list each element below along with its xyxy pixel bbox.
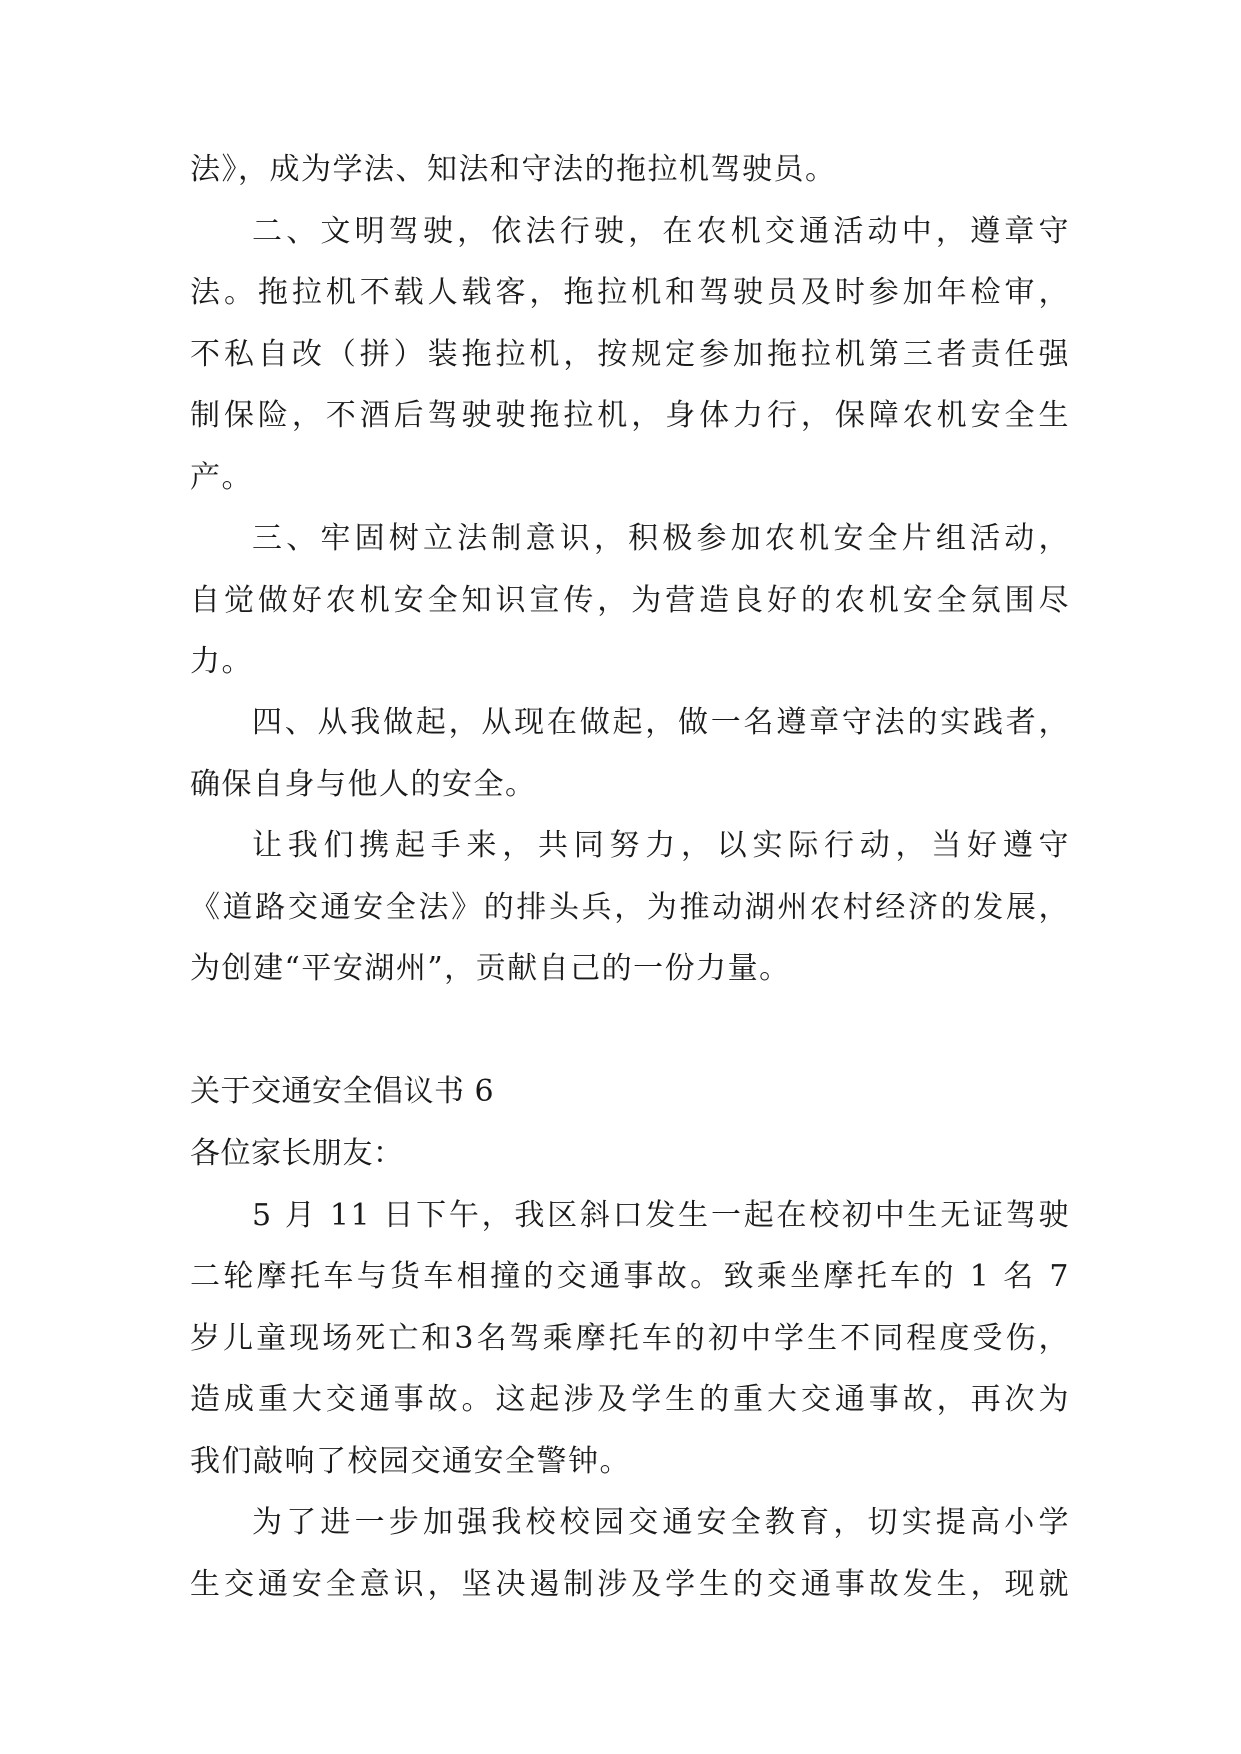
paragraph-first-line: 为了进一步加强我校校园交通安全教育，切实提高小学 [252,1505,1070,1540]
text-line: 生交通安全意识，坚决遏制涉及学生的交通事故发生，现就 [190,1567,1070,1602]
text-line: 岁儿童现场死亡和3名驾乘摩托车的初中学生不同程度受伤， [190,1321,1070,1356]
paragraph-first-line: 二、文明驾驶，依法行驶，在农机交通活动中，遵章守 [252,214,1070,249]
text-line: 自觉做好农机安全知识宣传，为营造良好的农机安全氛围尽 [190,583,1070,618]
paragraph-first-line: 四、从我做起，从现在做起，做一名遵章守法的实践者， [252,705,1070,740]
section-title: 关于交通安全倡议书 6 [190,1074,495,1109]
text-line: 法》，成为学法、知法和守法的拖拉机驾驶员。 [190,152,837,187]
paragraph-first-line: 5 月 11 日下午，我区斜口发生一起在校初中生无证驾驶 [252,1198,1070,1233]
text-line: 不私自改（拼）装拖拉机，按规定参加拖拉机第三者责任强 [190,337,1070,372]
text-line: 我们敲响了校园交通安全警钟。 [190,1444,631,1479]
text-line: 二轮摩托车与货车相撞的交通事故。致乘坐摩托车的 1 名 7 [190,1259,1070,1294]
text-line: 为创建“平安湖州”，贡献自己的一份力量。 [190,951,791,986]
paragraph-first-line: 让我们携起手来，共同努力，以实际行动，当好遵守 [252,828,1070,863]
text-line: 力。 [190,644,253,679]
text-line: 造成重大交通事故。这起涉及学生的重大交通事故，再次为 [190,1382,1070,1417]
paragraph-first-line: 三、牢固树立法制意识，积极参加农机安全片组活动， [252,521,1070,556]
salutation: 各位家长朋友： [190,1136,404,1171]
text-line: 《道路交通安全法》的排头兵，为推动湖州农村经济的发展， [190,890,1070,925]
text-line: 法。拖拉机不载人载客，拖拉机和驾驶员及时参加年检审， [190,275,1070,310]
text-line: 确保自身与他人的安全。 [190,767,537,802]
text-line: 制保险，不酒后驾驶驶拖拉机，身体力行，保障农机安全生 [190,398,1070,433]
text-line: 产。 [190,460,253,495]
